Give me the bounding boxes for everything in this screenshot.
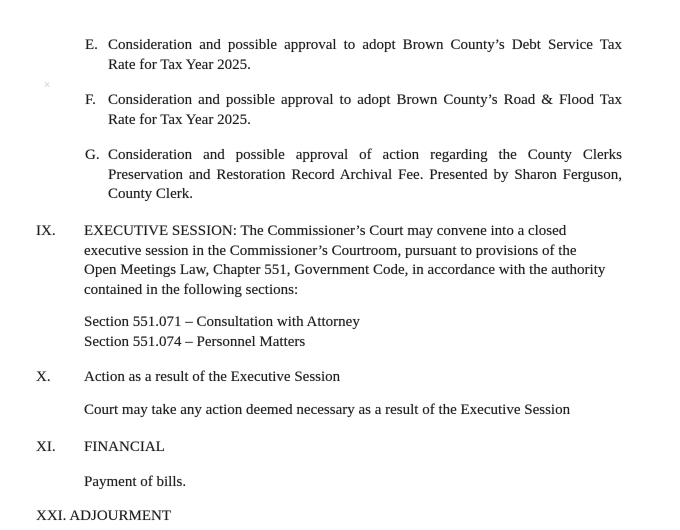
statute-line: Section 551.071 – Consultation with Attorney [84,314,360,330]
agenda-item-x [36,368,622,388]
item-line: Consideration and possible approval to adopt Brown County’s Debt Service Tax [108,37,622,53]
item-line: Open Meetings Law, Chapter 551, Government Code, in accordance with the authority [84,262,606,278]
agenda-item-f [85,91,622,130]
item-numeral: IX. [36,223,56,239]
item-xi-note: Payment of bills. [84,474,187,490]
agenda-item-e [85,36,622,75]
item-line: Action as a result of the Executive Session [84,369,341,385]
item-line: FINANCIAL [84,439,165,455]
item-letter: G. [85,147,100,163]
item-numeral: X. [36,369,51,385]
agenda-item-ix [36,222,622,300]
item-line: Consideration and possible approval to adopt Brown County’s Road & Flood Tax [108,92,622,108]
item-numeral: XI. [36,439,56,455]
item-line: contained in the following sections: [84,281,299,298]
item-line: Rate for Tax Year 2025. [108,111,251,128]
agenda-item-g [85,146,622,205]
item-letter: F. [85,92,96,108]
item-x-note: Court may take any action deemed necessary as a result of the Executive Session [84,402,571,418]
item-letter: E. [85,37,98,53]
item-line: Rate for Tax Year 2025. [108,56,251,73]
item-line: Preservation and Restoration Record Archival Fee. Presented by Sharon Ferguson, [108,166,622,183]
statute-line: Section 551.074 – Personnel Matters [84,333,306,350]
agenda-item-xi [36,438,622,458]
statute-sections [84,313,622,352]
item-line: County Clerk. [108,186,193,202]
adjournment-line: XXI. ADJOURMENT [36,508,171,524]
scan-artifact [44,81,50,87]
item-line: executive session in the Commissioner’s Courtroom, pursuant to provisions of the [84,242,577,259]
item-line: Consideration and possible approval of action regarding the County Clerks [108,147,622,163]
item-line: EXECUTIVE SESSION: The Commissioner’s Court may convene into a closed [84,223,567,239]
